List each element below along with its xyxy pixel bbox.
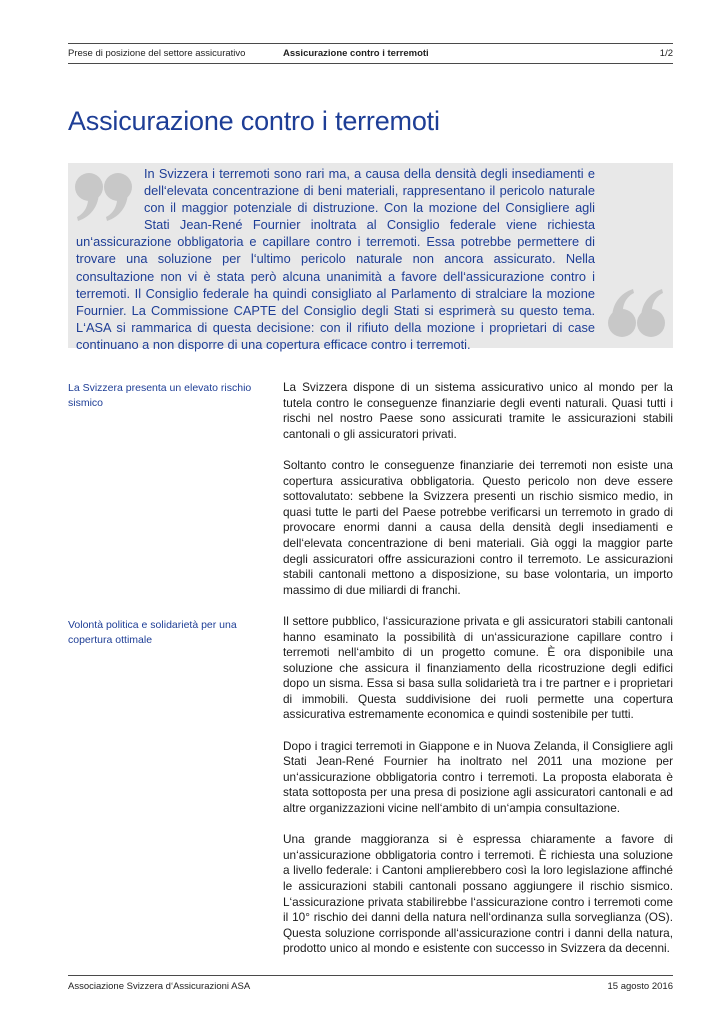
body-paragraph: Il settore pubblico, l‘assicurazione privata e gli assicuratori stabili cantonali hanno esaminato la possibilità di un‘assicurazione capillare contro i terremoti nell‘ambito di un progetto comune. È ora disponibile una soluzione che assicura il finanziamento della ricostruzione degli edifici dopo un sisma. Essa si basa sulla solidarietà tra i tre partner e i proprietari di immobili. Questa suddivisione dei ruoli permette una copertura assicurativa estremamente economica e quindi sostenibile per tutti. xyxy=(283,613,673,722)
lead-text: In Svizzera i terremoti sono rari ma, a causa della densità degli insediamenti e dell‘elevata concentrazione di beni materiali, rappresentano il pericolo naturale con il maggior potenziale di distruzione. Con la mozione del Consigliere agli Stati Jean-René Fournier inoltrata al Consiglio federale viene richiesta un‘assicurazione obbligatoria e capillare contro i terremoti. Essa potrebbe permettere di trovare una soluzione per l‘ultimo pericolo naturale non ancora assicurato. Nella consultazione non vi è stata però alcuna unanimità a favore dell‘assicurazione contro i terremoti. Il Consiglio federale ha quindi consigliato al Parlamento di stralciare la mozione Fournier. La Commissione CAPTE del Consiglio degli Stati si esprimerà su questo tema. L‘ASA si rammarica di questa decisione: con il rifiuto della mozione i proprietari di case continuano a non disporre di una copertura efficace contro i terremoti. xyxy=(76,166,595,352)
section-label-seismic-risk: La Svizzera presenta un elevato rischio sismico xyxy=(68,382,252,409)
header-page-number: 1/2 xyxy=(659,48,673,59)
section-label-political-will: Volontà politica e solidarietà per una copertura ottimale xyxy=(68,619,237,646)
quote-close-icon xyxy=(605,287,669,341)
quote-open-icon xyxy=(72,165,136,227)
page-title: Assicurazione contro i terremoti xyxy=(68,106,440,136)
footer-rule xyxy=(68,975,673,976)
body-paragraph: Soltanto contro le conseguenze finanziarie dei terremoti non esiste una copertura assicurativa obbligatoria. Questo pericolo non deve essere sottovalutato: sebbene la Svizzera presenti un rischio sismico medio, in quasi tutte le parti del Paese potrebbe verificarsi un terremoto in grado di provocare enormi danni a causa della densità degli insediamenti e dell‘elevata concentrazione di beni materiali. Già oggi la maggior parte degli assicuratori offre assicurazioni contro il terremoto. Le assicurazioni stabili cantonali mettono a disposizione, su base volontaria, un importo massimo di due miliardi di franchi. xyxy=(283,457,673,597)
header-top-rule xyxy=(68,43,673,44)
header-category: Prese di posizione del settore assicurativo xyxy=(68,48,246,59)
body-paragraph: Dopo i tragici terremoti in Giappone e in Nuova Zelanda, il Consigliere agli Stati Jean-René Fournier ha inoltrato nel 2011 una mozione per un‘assicurazione obbligatoria contro i terremoti. La proposta elaborata è stata sottoposta per una presa di posizione agli assicuratori cantonali e ad altre organizzazioni vicine nell‘ambito di un‘ampia consultazione. xyxy=(283,738,673,816)
body-paragraph: Una grande maggioranza si è espressa chiaramente a favore di un‘assicurazione obbligatoria contro i terremoti. È richiesta una soluzione a livello federale: i Cantoni amplierebbero così la loro legislazione affinché le assicurazioni stabili cantonali possano aggiungere il rischio sismico. L‘assicurazione privata stabilirebbe l‘assicurazione contro i terremoti come il 10° rischio dei danni della natura nell‘ordinanza sulla sorveglianza (OS). Questa soluzione corrisponde all‘assicurazione contri i danni della natura, prodotto unico al mondo e esistente con successo in Svizzera da decenni. xyxy=(283,832,673,956)
header-bottom-rule xyxy=(68,63,673,64)
footer-date: 15 agosto 2016 xyxy=(607,981,673,992)
footer-organization: Associazione Svizzera d‘Assicurazioni ASA xyxy=(68,981,251,992)
lead-box xyxy=(68,163,673,352)
body-paragraph: La Svizzera dispone di un sistema assicurativo unico al mondo per la tutela contro le conseguenze finanziarie degli eventi naturali. Quasi tutti i rischi nel nostro Paese sono assicurati tramite le assicurazioni stabili cantonali o gli assicuratori privati. xyxy=(283,380,673,441)
body-text-column xyxy=(283,380,673,973)
header-topic: Assicurazione contro i terremoti xyxy=(283,48,429,59)
